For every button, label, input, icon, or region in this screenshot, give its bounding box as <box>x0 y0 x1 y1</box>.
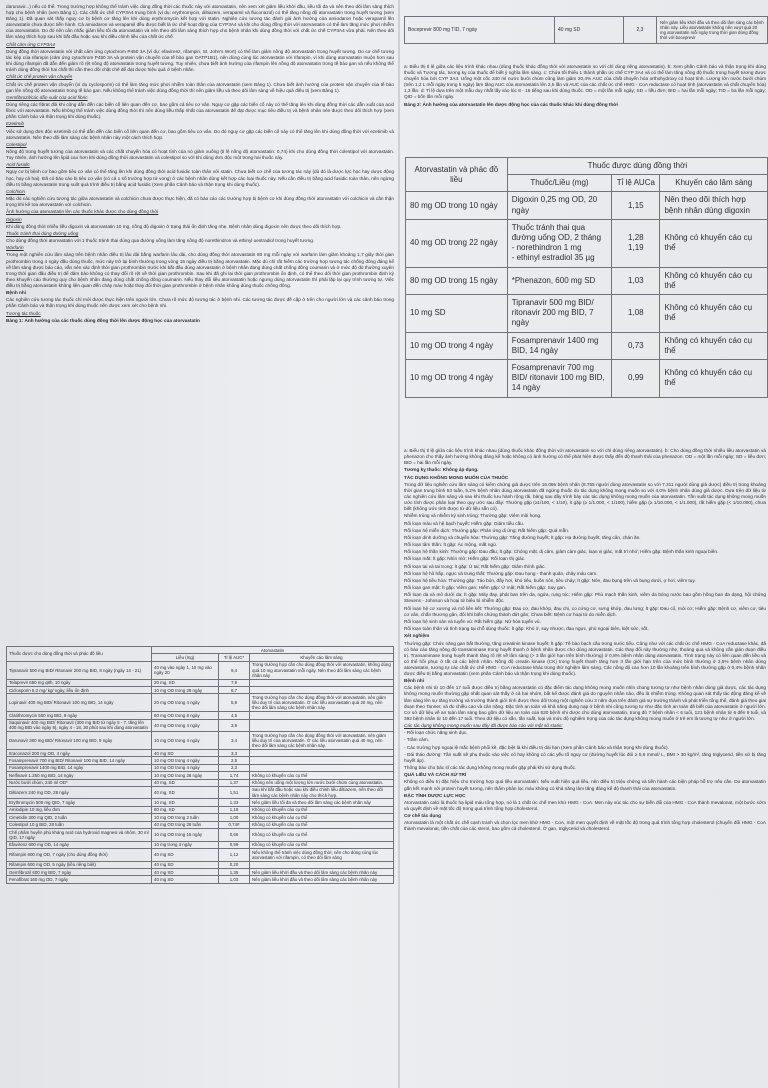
table2-cell-rec: Không có khuyến cáo cụ thể <box>660 267 768 294</box>
table1-cell-drug: Cimetidin 300 mg QID, 2 tuần <box>7 814 152 821</box>
table1-cell-rec <box>250 686 394 693</box>
table-1-continued <box>404 16 768 44</box>
table2-cell-rec: Không có khuyến cáo cụ thể <box>660 219 768 267</box>
table1-cell-rec: Không có khuyến cáo cụ thể <box>250 772 394 779</box>
fusidic-paragraph: Nguy cơ bị bệnh cơ bao gồm tiêu cơ vân có thể tăng lên khi dùng đồng thời acid fusidic toàn thân với statin. Chưa biết cơ chế của tương tác này (dù đó là dược lực học hay dược động học, hay cả hai). Đã có báo cáo bị tiêu cơ vân (có cả 1 số trường hợp tử vong) ở các bệnh nhân dùng kết hợp các loại thuốc này. Nếu cần điều trị bằng acid fusidic toàn thân, nên ngừng điều trị bằng atorvastatin trong suốt quá trình điều trị bằng acid fusidic (Xem phần Cảnh báo và thận trọng khi dùng thuốc). <box>6 169 394 187</box>
mechanism-paragraph: Atorvastatin là một chất ức chế cạnh tranh và chọn lọc men khử HMG - CoA, một men quyết định về mặt tốc độ trong quá trình tổng hợp cholesterol (chuyển đổi HMG - CoA thành mevalonat, tiền chất của các sterol, bao gồm cả cholesterol. Ở gan, triglycerid và cholesterol. <box>404 820 766 832</box>
table2-cell-ratio: 1,08 <box>612 295 660 333</box>
table1-cell-dose: 40 mg SD <box>152 869 219 876</box>
table1-cell-drug: Gemfibrozil 600 mg BID, 7 ngày <box>7 869 152 876</box>
table1-cell-rec: Nếu không thể tránh việc dùng đồng thời, nên cho dùng cùng lúc atorvastatin với rifampin, có theo dõi lâm sàng <box>250 849 394 862</box>
table1-cell-rec: Không có khuyến cáo cụ thể <box>250 814 394 821</box>
table1-cell-dose: 10 mg OD trong 15 ngày <box>152 829 219 842</box>
list-item: - Các trường hợp ngoại lệ mắc bệnh phổi kẽ, đặc biệt là khi điều trị dài hạn (Xem phần Cảnh báo và thận trọng khi dùng thuốc). <box>404 744 669 750</box>
table1-cell-drug: Chế phẩm huyền phù kháng acid của hydroxid magnesi và nhôm, 30 ml QID, 17 ngày <box>7 829 152 842</box>
list-item: Rối loạn hệ hô hấp, ngực và trung thất: Thường gặp: Đau họng - thanh quản, chảy máu cam. <box>404 570 598 576</box>
colestipol-paragraph: Nồng độ trong huyết tương của atorvastatin và các chất chuyển hóa có hoạt tính của nó giảm xuống (tỉ lệ nồng độ atorvastatin: 0,74) khi cho dùng đồng thời colestipol với atorvastatin. Tuy nhiên, ảnh hưởng lên lipid cao hơn khi dùng đồng thời atorvastatin và colestipol so với khi dùng đơn độc một trong hai thuốc này. <box>6 149 394 161</box>
table-row <box>7 712 394 719</box>
intro-paragraph: darunavir...) nếu có thể. Trong trường hợp không thể tránh việc dùng đồng thời các thuốc này với atorvastatin, nên xem xét giảm liều khởi đầu, liều tối đa và nên theo dõi lâm sàng thích hợp cho bệnh nhân (xem Bảng 1). Các chất ức chế CYP3A4 trung bình (ví dụ: erythromycin, diltiazem, verapamil và fluconazol) có thể tăng nồng độ atorvastatin trong huyết tương (xem Bảng 1). Đã quan sát thấy nguy cơ bị bệnh cơ tăng lên khi dùng erythromycin kết hợp với statin. Nghiên cứu tương tác đánh giá ảnh hưởng của amiodaron hoặc verapamil lên atorvastatin chưa được tiến hành. Cả amiodaron và verapamil đều được biết là ức chế hoạt động của CYP3A4 và khi cho dùng đồng thời với atorvastatin có thể làm tăng mức phơi nhiễm của atorvastatin. Do đó nên cân nhắc giảm liều tối đa atorvastatin và nên theo dõi lâm sàng thích hợp cho bệnh nhân khi dùng đồng thời với chất ức chế CYP3A4 vừa phải. Nên theo dõi lâm sàng thích hợp sau khi bắt đầu hoặc sau khi điều chỉnh liều của chất ức chế. <box>6 4 394 40</box>
table-row <box>405 17 768 44</box>
table1-cell-rec <box>250 764 394 771</box>
table1-cell-rec: Sau khi bắt đầu hoặc sau khi điều chỉnh liều diltiazem, nên theo dõi lâm sàng các bệnh nhân này cho thích hợp. <box>250 786 394 799</box>
table1-cell-dose: 40 mg SD <box>152 861 219 868</box>
list-item: Rối loạn dinh dưỡng và chuyển hóa: Thường gặp: Tăng đường huyết; Ít gặp: Hạ đường huyết, tăng cân, chán ăn. <box>404 534 641 540</box>
table-row <box>7 686 394 693</box>
table2-cell-drug: Tipranavir 500 mg BID/ ritonavir 200 mg BID, 7 ngày <box>507 295 611 333</box>
inducers-paragraph: Dùng đồng thời atorvastatin với chất cảm ứng cytochrom P450 3A (ví dụ: efavirenz, rifampin, St. John's Wort) có thể làm giảm nồng độ atorvastatin trong huyết tương. Do cơ chế tương tác kép của rifampin (cảm ứng cytochrom P450 3A và protein vận chuyển của tế bào gan OATP1B1), nên dùng cùng lúc atorvastatin với rifampin, vì khi dùng atorvastatin muộn hơn sau khi dùng rifampin đã dẫn đến giảm rõ rệt nồng độ atorvastatin trong huyết tương. Tuy nhiên, chưa biết ảnh hưởng của rifampin lên nồng độ atorvastatin trong tế bào gan và nếu không thể tránh dùng đồng thời hai chất thì cần theo dõi chặt chẽ để đạt được hiệu quả ở bệnh nhân. <box>6 48 394 73</box>
page-fold <box>398 0 400 1088</box>
table-row <box>7 821 394 828</box>
table1-cell-dose: 10 mg OD trong 4 ngày <box>152 764 219 771</box>
table-row <box>7 732 394 750</box>
table1-header-row <box>7 647 394 654</box>
table1-cell-drug: Rifampin 600 mg OD, 7 ngày (cho dùng đồng thời) <box>7 849 152 862</box>
table2-cell-drug: Fosamprenavir 700 mg BID/ ritonavir 100 mg BID, 14 ngày <box>507 360 611 398</box>
list-item: Rối loạn hệ sinh sản và tuyến vú: Rất hiếm gặp: Nữ hóa tuyến vú. <box>404 618 541 624</box>
colestipol-heading: Colestipol <box>6 141 27 147</box>
table-row <box>406 295 768 333</box>
table2-cell-atorva: 80 mg OD trong 15 ngày <box>406 267 508 294</box>
table1-cell-drug: Nelfinavir 1.250 mg BID, 14 ngày <box>7 772 152 779</box>
table1-cell-rec: Nên giảm liều khởi đầu và theo dõi lâm sàng các bệnh nhân này <box>250 869 394 876</box>
table1-cell-dose: 40 mg, SD <box>152 786 219 799</box>
left-column <box>6 4 394 642</box>
adverse-effects-list <box>404 513 766 632</box>
table2-group-header: Thuốc được dùng đồng thời <box>507 158 767 175</box>
contraceptive-paragraph: Cho dùng đồng thời atorvastatin với 1 thuốc tránh thai dùng qua đường uống làm tăng nồng độ norethindron và ethinyl oestradiol trong huyết tương. <box>6 238 315 244</box>
mechanism-heading: Cơ chế tác dụng <box>404 813 441 819</box>
pediatric-heading: Bệnh nhi <box>6 290 27 296</box>
table1-cell-ratio: 3,3 <box>219 749 250 756</box>
table1-col-ratio: Tỉ lệ AUC* <box>219 654 250 661</box>
boceprevir-drug: Boceprevir 800 mg TID, 7 ngày <box>405 17 555 44</box>
table2-header-row <box>406 158 768 175</box>
table-row <box>7 779 394 786</box>
list-item: Rối loạn gan mật: Ít gặp: Viêm gan; Hiếm gặp: Ứ mật; Rất hiếm gặp: Suy gan. <box>404 585 567 591</box>
report-text: Thông báo cho bác sĩ các tác dụng không mong muốn gặp phải khi sử dụng thuốc. <box>404 765 577 771</box>
list-item: - Trầm cảm. <box>404 737 430 743</box>
table1-cell-dose: 80 mg OD trong 8 ngày <box>152 712 219 719</box>
list-item: - Đái tháo đường: Tần suất sẽ phụ thuộc vào việc có hay không có các yếu tố nguy cơ (đường huyết lúc đói ≥ 5,6 mmol/ L, BMI > 30 kg/m², tăng triglycerid, tiền sử bị tăng huyết áp). <box>404 751 766 763</box>
gemfibrozil-heading: Gemfibrozil/các dẫn xuất của acid fibric <box>6 94 88 100</box>
pediatric-ae-heading: Bệnh nhi <box>404 678 425 684</box>
other-drugs-heading: Ảnh hưởng của atorvastatin lên các thuốc khác được cho dùng đồng thời <box>6 209 159 215</box>
table1-cell-dose: 40 mg, SD <box>152 779 219 786</box>
table1-col-rec: Khuyến cáo lâm sàng <box>250 654 394 661</box>
table1-cell-ratio: 1,18 <box>219 806 250 813</box>
table1-cell-rec <box>250 719 394 732</box>
table1-cell-rec: Trong trường hợp cần cho dùng đồng thời với atorvastatin, nên giảm liều duy trì của atorvastatin. Ở các liều atorvastatin quá 40 mg, nên theo dõi lâm sàng các bệnh nhân này. <box>250 732 394 750</box>
list-item: Rối loạn tâm thần: Ít gặp: Ác mộng, mất ngủ. <box>404 542 498 548</box>
table-row <box>7 814 394 821</box>
pharmacodynamics-heading: ĐẶC TÍNH DƯỢC LỰC HỌC <box>404 792 466 798</box>
table1-cell-drug: Fenofibrat 160 mg OD, 7 ngày <box>7 876 152 883</box>
table2-cell-atorva: 10 mg OD trong 4 ngày <box>406 332 508 359</box>
list-item: Rối loạn da và mô dưới da: Ít gặp: Mày đay, phát ban trên da, ngứa, rụng tóc; Hiếm gặp: Phù mạch thần kinh, viêm da bóng nước bao gồm hồng ban đa dạng, hội chứng Stevens - Johnson và hoại tử biểu bì nhiễm độc. <box>404 592 766 604</box>
table-row <box>7 764 394 771</box>
lab-heading: Xét nghiệm <box>404 633 430 639</box>
table1-cell-ratio: 1,03 <box>219 876 250 883</box>
table2-cell-atorva: 10 mg OD trong 4 ngày <box>406 360 508 398</box>
incompatibility-text: Tương kỵ thuốc: Không áp dụng. <box>404 467 479 473</box>
table-2 <box>405 157 768 398</box>
table-row <box>7 661 394 679</box>
table1-cell-drug: Telaprevir 650 mg q8h, 10 ngày <box>7 679 152 686</box>
list-item: Rối loạn tai và tai trong: Ít gặp: Ù tai; Rất hiếm gặp: Giảm thính giác. <box>404 563 546 569</box>
class-effects-heading: Các tác dụng không mong muốn sau đây đã được báo cáo với một số statin: <box>404 723 563 728</box>
adverse-effects-heading: TÁC DỤNG KHÔNG MONG MUỐN CỦA THUỐC <box>404 474 509 480</box>
table1-col-drug: Thuốc được cho dùng đồng thời và phác đồ liều <box>7 647 152 662</box>
table1-cell-ratio: 9,4 <box>219 661 250 679</box>
table-row <box>7 869 394 876</box>
table-row <box>7 757 394 764</box>
table2-cell-ratio: 0,73 <box>612 332 660 359</box>
table1-cell-drug: Efavirenz 600 mg OD, 14 ngày <box>7 841 152 848</box>
table1-cell-ratio: 3,9 <box>219 719 250 732</box>
table1-cell-dose: 40 mg OD trong 4 ngày <box>152 719 219 732</box>
table1-body <box>7 661 394 883</box>
table-row <box>406 192 768 219</box>
table2-col-drug: Thuốc/Liều (mg) <box>507 175 611 192</box>
ezetimib-paragraph: Việc sử dụng đơn độc ezetimib có thể dẫn đến các biến cố liên quan đến cơ, bao gồm tiêu cơ vân. Do đó nguy cơ gặp các biến cố này có thể tăng lên khi dùng đồng thời với ezetimib và atorvastatin. Nên theo dõi lâm sàng các bệnh nhân này một cách thích hợp. <box>6 128 394 140</box>
transport-paragraph: Chất ức chế protein vận chuyển (ví dụ cyclosporin) có thể làm tăng mức phơi nhiễm toàn thân của atorvastatin (xem Bảng 1). Chưa biết ảnh hưởng của protein vận chuyển của tế bào gan lên nồng độ atorvastatin trong tế bào gan. Nếu không thể tránh việc dùng đồng thời thì nên giảm liều và theo dõi lâm sàng về hiệu quả điều trị (xem Bảng 1). <box>6 81 394 93</box>
table1-cell-ratio: 1,51 <box>219 786 250 799</box>
table-row <box>7 849 394 862</box>
table1-cell-drug: Amlodipin 10 mg, liều đơn <box>7 806 152 813</box>
table1-cell-ratio: 1,33 <box>219 799 250 806</box>
table1-cell-dose: 80 mg, SD <box>152 806 219 813</box>
table-row <box>7 749 394 756</box>
table1-group-header: Atorvastatin <box>152 647 394 654</box>
table1-cell-drug: Darunavir 300 mg BID/ Ritonavir 100 mg BID, 9 ngày <box>7 732 152 750</box>
table1-cell-ratio: 1,37 <box>219 779 250 786</box>
pharmacodynamics-paragraph: Atorvastatin calci là thuốc hạ lipid máu tổng hợp, nó là 1 chất ức chế men khử HMG - CoA. Men này xúc tác cho sự biến đổi của HMG - CoA thành mevalonat, một bước sớm và quyết định về mặt tốc độ trong quá trình tổng hợp cholesterol. <box>404 799 766 811</box>
table2-body <box>406 192 768 397</box>
table-1 <box>6 646 394 884</box>
list-item: Nhiễm trùng và nhiễm ký sinh trùng: Thường gặp: Viêm mũi họng. <box>404 513 542 519</box>
table2-caption: Bảng 2: Ảnh hưởng của atorvastatin lên dược động học của các thuốc khác khi dùng đồng thời <box>404 101 618 107</box>
table1-cell-ratio: 5,9 <box>219 694 250 712</box>
table-row <box>7 719 394 732</box>
overdose-heading: QUÁ LIỀU VÀ CÁCH XỬ TRÍ <box>404 772 467 778</box>
table1-notes <box>404 64 766 152</box>
table1-cell-rec: Trong trường hợp cần cho dùng đồng thời với atorvastatin, không dùng quá 10 mg atorvastatin mỗi ngày. Nên theo dõi lâm sàng các bệnh nhân này <box>250 661 394 679</box>
table1-cell-ratio: 1,00 <box>219 814 250 821</box>
table1-cell-ratio: 2,3 <box>219 764 250 771</box>
table1-cell-drug: Clarithromycin 500 mg BID, 9 ngày <box>7 712 152 719</box>
table1-caption: Bảng 1: Ảnh hưởng của các thuốc dùng đồng thời lên dược động học của atorvastatin <box>6 317 200 323</box>
table1-cell-dose: 10 mg trong 3 ngày <box>152 841 219 848</box>
table-row <box>406 267 768 294</box>
table2-col-atorva: Atorvastatin và phác đồ liều <box>406 158 508 192</box>
digoxin-heading: Digoxin <box>6 216 22 222</box>
table1-cell-drug: Rifampin 600 mg OD, 5 ngày (liều riêng biệt) <box>7 861 152 868</box>
table2-cell-rec: Không có khuyến cáo cụ thể <box>660 295 768 333</box>
table1-cell-rec <box>250 861 394 868</box>
table1-cell-ratio: 8,7 <box>219 686 250 693</box>
table1-cell-ratio: 3,4 <box>219 732 250 750</box>
table1-cell-drug: Nước bưởi chùm, 240 ml OD* <box>7 779 152 786</box>
right-column <box>404 448 766 1086</box>
boceprevir-rec: Nên giảm liều khởi đầu và theo dõi lâm sàng các bệnh nhân này. Liều atorvastatin không nên vượt quá 20 mg atorvastatin mỗi ngày trong thời gian dùng đồng thời với boceprevir <box>657 17 768 44</box>
table2-cell-atorva: 80 mg OD trong 10 ngày <box>406 192 508 219</box>
table2-cell-rec: Không có khuyến cáo cụ thể <box>660 360 768 398</box>
table-row <box>7 786 394 799</box>
table-row <box>7 841 394 848</box>
table1-cell-rec <box>250 749 394 756</box>
table1-cell-drug: Tipranavir 500 mg BID/ Ritonavir 200 mg BID, 8 ngày (ngày 14 - 21) <box>7 661 152 679</box>
list-item: Rối loạn hệ tiêu hóa: Thường gặp: Táo bón, đầy hơi, khó tiêu, buồn nôn, tiêu chảy; Ít gặp: Nôn, đau bụng trên và bụng dưới, ợ hơi, viêm tụy. <box>404 578 696 583</box>
table1-cell-dose: 40 mg vào ngày 1, 10 mg vào ngày 20 <box>152 661 219 679</box>
list-item: Rối loạn hệ cơ xương và mô liên kết: Thường gặp: Đau cơ, đau khớp, đau chi, co cứng cơ, sưng khớp, đau lưng; Ít gặp: Đau cổ, mỏi cơ; Hiếm gặp: Bệnh cơ, viêm cơ, tiêu cơ vân, chấn thương gân, đôi khi biến chứng thành đứt gân; Chưa biết: Bệnh cơ hoại tử do miễn dịch. <box>404 605 766 617</box>
adverse-effects-paragraph: Trong dữ liệu nghiên cứu lâm sàng có kiểm chứng giả dược trên 16.066 bệnh nhân (8.755 người dùng atorvastatin so với 7.311 người dùng giả dược) điều trị trong khoảng thời gian trung bình 53 tuần, 5,2% bệnh nhân dùng atorvastatin đã ngừng thuốc do tác dụng không mong muốn so với 4,0% bệnh nhân dùng giả dược. Dựa trên dữ liệu từ các nghiên cứu lâm sàng và sau khi thuốc lưu hành rộng rãi, bảng sau đây trình bày các tác dụng không mong muốn của atorvastatin. Tần suất tác dụng không mong muốn ước tính được phân loại theo quy ước sau đây: Thường gặp (≥1/100, < 1/10), ít gặp (≥ 1/1.000, < 1/100), hiếm gặp (≥ 1/10.000, < 1/1.000), rất hiếm gặp (< 1/10.000), chưa biết (không ước tính được từ dữ liệu sẵn có). <box>404 481 766 512</box>
table1-cell-rec: Không có khuyến cáo cụ thể <box>250 841 394 848</box>
table-row <box>406 332 768 359</box>
overdose-paragraph: Không có điều trị đặc hiệu cho trường hợp quá liều atorvastatin. Nếu xuất hiện quá liều, nên điều trị triệu chứng và tiến hành các biện pháp hỗ trợ nếu cần. Do atorvastatin gắn kết mạnh với protein huyết tương, nên thẩm phân lọc máu không có khả năng làm tăng đáng kể độ thanh thải của atorvastatin. <box>404 779 766 791</box>
table1-cell-rec <box>250 712 394 719</box>
table1-cell-dose: 40 mg SD <box>152 876 219 883</box>
list-item: Rối loạn máu và hệ bạch huyết: Hiếm gặp: Giảm tiểu cầu. <box>404 520 525 526</box>
list-item: Rối loạn toàn thân và tình trạng tại chỗ dùng thuốc: Ít gặp: Khó ở, suy nhược, đau ngực, phù ngoại biên, kiệt sức, sốt. <box>404 626 649 632</box>
table1-cell-ratio: 1,35 <box>219 869 250 876</box>
table1-cell-rec <box>250 757 394 764</box>
table1-cell-rec: Không có khuyến cáo cụ thể <box>250 829 394 842</box>
table-row <box>7 679 394 686</box>
table2-footnotes: a: Biểu thị tỉ lệ giữa các liệu trình khác nhau (dùng thuốc khác đồng thời với atorvastatin so với chỉ dùng riêng atorvastatin). b: Cho dùng đồng thời nhiều liều atorvastatin và phenazon cho thấy ảnh hưởng không đáng kể hoặc không có ảnh hưởng có thể phát hiện được thấy đến độ thanh thải của phenazon. OD = một lần mỗi ngày; SD = liều đơn; BID = hai lần mỗi ngày. <box>404 448 766 466</box>
table1-cell-rec: Trong trường hợp cần cho dùng đồng thời với atorvastatin, nên giảm liều duy trì của atorvastatin. Ở các liều atorvastatin quá 20 mg, nên theo dõi lâm sàng các bệnh nhân này. <box>250 694 394 712</box>
transport-heading: Chất ức chế protein vận chuyển <box>6 74 73 80</box>
table2-cell-drug: *Phenazon, 600 mg SD <box>507 267 611 294</box>
table1-footnotes: a: Biểu thị tỉ lệ giữa các liệu trình khác nhau (dùng thuốc khác đồng thời với atorvastatin so với chỉ dùng riêng atorvastatin). b: Xem phần Cảnh báo và thận trọng khi dùng thuốc và Tương tác, tương kỵ của thuốc để biết ý nghĩa lâm sàng. c: Chứa tối thiểu 1 thành phần ức chế CYP 3A4 và có thể làm tăng nồng độ thuốc trong huyết tương được chuyển hóa bởi CYP 3A4. Uống một cốc 240 ml nước bưởi chùm cũng làm giảm 20,4% AUC của chất chuyển hóa orthohydroxy có hoạt tính. Lượng lớn nước bưởi chùm (trên 1,2 L mỗi ngày trong 5 ngày) làm tăng AUC của atorvastatin lên 2,5 lần và AUC của các chất ức chế HMG - CoA reductase có hoạt tính (atorvastatin và chất chuyển hóa) 1,3 lần. d: Tỉ lệ dựa trên một mẫu duy nhất lấy vào lúc 8 - 16 tiếng sau khi dùng thuốc. OD = một lần mỗi ngày; SD = liều đơn; BID = hai lần mỗi ngày; TID = ba lần mỗi ngày; QID = bốn lần mỗi ngày. <box>404 64 766 100</box>
class-effects-list <box>404 730 766 764</box>
table1-cell-ratio: 4,5 <box>219 712 250 719</box>
colchicin-paragraph: Mặc dù các nghiên cứu tương tác giữa atorvastatin và colchicin chưa được thực hiện, đã có báo cáo các trường hợp bị bệnh cơ khi dùng đồng thời atorvastatin với colchicin và cần thận trọng khi kê toa atorvastatin với colchicin. <box>6 196 394 208</box>
pediatric-ae-paragraph: Các bệnh nhi từ 10 đến 17 tuổi được điều trị bằng atorvastatin có đặc điểm tác dụng không mong muốn nhìn chung tương tự như bệnh nhân dùng giả dược, các tác dụng không mong muốn thường gặp nhất quan sát thấy ở cả hai nhóm, bất kể được đánh giá do nguyên nhân nào, đều là nhiễm trùng. Không quan sát thấy tác động đáng kể về lâm sàng lên sự tăng trưởng và trưởng thành giới tính được theo dõi trong một nghiên cứu 3 năm dựa trên đánh giá sự trưởng thành và phát triển tổng thể, đánh giá theo giai đoạn theo Tanner, và đo chiều cao và cân nặng. Đặc tính an toàn và khả năng dung nạp ở bệnh nhi cũng tương tự như đặc tính an toàn đã biết của atorvastatin ở người lớn. Cơ sở dữ liệu về an toàn lâm sàng bao gồm dữ liệu an toàn của 520 bệnh nhi được cho dùng atorvastatin, trong đó 7 bệnh nhân < 6 tuổi, 121 bệnh nhân từ 6 đến 9 tuổi, và 392 bệnh nhân từ 10 đến 17 tuổi. Theo dữ liệu có sẵn, tần suất, loại và mức độ nghiêm trọng của các tác dụng không mong muốn ở trẻ em là tương tự như ở người lớn. <box>404 685 766 721</box>
table2-col-rec: Khuyến cáo lâm sàng <box>660 175 768 192</box>
list-item: Rối loạn mắt: Ít gặp: Nhìn mờ; Hiếm gặp: Rối loạn thị giác. <box>404 556 526 562</box>
list-item: - Rối loạn chức năng sinh dục. <box>404 730 468 736</box>
table2-cell-ratio: 1,28 1,19 <box>612 219 660 267</box>
table1-cell-rec: Không có khuyến cáo cụ thể <box>250 821 394 828</box>
table2-col-ratio: Tỉ lệ AUCa <box>612 175 660 192</box>
table-row <box>7 806 394 813</box>
table2-cell-drug: Fosamprenavir 1400 mg BID, 14 ngày <box>507 332 611 359</box>
table1-cell-drug: Itraconazol 200 mg OD, 4 ngày <box>7 749 152 756</box>
table1-cell-drug: Diltiazem 240 mg OD, 28 ngày <box>7 786 152 799</box>
table2-cell-rec: Nên theo dõi thích hợp bệnh nhân dùng digoxin <box>660 192 768 219</box>
table1-cell-rec: Không có khuyến cáo cụ thể <box>250 806 394 813</box>
table2-cell-atorva: 10 mg SD <box>406 295 508 333</box>
table1-cell-ratio: 2,5 <box>219 757 250 764</box>
table2-cell-drug: Thuốc tránh thai qua đường uống OD, 2 tháng - norethindron 1 mg - ethinyl estradiol 35 µg <box>507 219 611 267</box>
table1-cell-rec: Nên giảm liều khởi đầu và theo dõi lâm sàng các bệnh nhân này <box>250 876 394 883</box>
pediatric-paragraph: Các nghiên cứu tương tác thuốc chỉ mới được thực hiện trên người lớn. Chưa rõ mức độ tương tác ở bệnh nhi. Các tương tác được đề cập ở trên cho người lớn và các cảnh báo trong phần Cảnh báo và thận trọng khi dùng thuốc nên được xem xét cho bệnh nhi. <box>6 297 394 309</box>
digoxin-paragraph: Khi dùng đồng thời nhiều liều digoxin và atorvastatin 10 mg, nồng độ digoxin ở trạng thái ổn định tăng nhẹ. Bệnh nhân dùng digoxin nên được theo dõi thích hợp. <box>6 223 342 229</box>
table2-cell-ratio: 1,03 <box>612 267 660 294</box>
table1-cell-drug: Fosamprenavir 1400 mg BID, 14 ngày <box>7 764 152 771</box>
table2-cell-ratio: 1,15 <box>612 192 660 219</box>
table1-cell-dose: 20 mg, SD <box>152 679 219 686</box>
table1-cell-dose: 40 mg SD <box>152 749 219 756</box>
inducers-heading: Chất cảm ứng CYP3A4 <box>6 41 55 47</box>
table2-cell-drug: Digoxin 0,25 mg OD, 20 ngày <box>507 192 611 219</box>
list-item: Rối loạn hệ miễn dịch: Thường gặp: Phản ứng dị ứng; Rất hiếm gặp: Quá mẫn. <box>404 527 570 533</box>
table1-cell-rec: Nên giảm liều tối đa và theo dõi lâm sàng các bệnh nhân này <box>250 799 394 806</box>
table1-cell-ratio: 0,66 <box>219 829 250 842</box>
lab-paragraph: Thường gặp: Chức năng gan bất thường, tăng creatinin kinase huyết; Ít gặp: Tế bào bạch cầu trong nước tiểu. Cũng như với các chất ức chế HMG - CoA reductase khác, đã có báo cáo tăng nồng độ transaminase trong huyết thanh ở bệnh nhân được cho dùng atorvastatin. Các thay đổi này thường nhẹ, thoáng qua và không cần gián đoạn điều trị. Transaminase trong huyết thanh tăng rõ rệt về lâm sàng (> 3 lần giới hạn trên bình thường) ở 0,8% bệnh nhân dùng atorvastatin. Tình trạng này có liên quan đến liều và có thể hồi phục ở tất cả các bệnh nhân. Nồng độ creatin kinase (CK) trong huyết thanh tăng hơn 3 lần giới hạn trên của mức bình thường ở 2,5% bệnh nhân dùng atorvastatin, tương tự các chất ức chế HMG - CoA reductase khác trong thử nghiệm lâm sàng. Các nồng độ cao hơn 10 lần khoảng trên bình thường gặp ở 0,4% bệnh nhân được điều trị bằng atorvastatin (xem phần Cảnh báo và thận trọng khi dùng thuốc). <box>404 640 766 676</box>
table1-cell-dose: 10 mg OD trong 4 ngày <box>152 732 219 750</box>
table-row <box>7 829 394 842</box>
table1-cell-drug: Erythromycin 500 mg QID, 7 ngày <box>7 799 152 806</box>
warfarin-heading: Warfarin <box>6 245 24 251</box>
table1-cell-dose: 10 mg OD trong 4 ngày <box>152 757 219 764</box>
table1-cell-ratio: 1,12 <box>219 849 250 862</box>
table1-cell-drug: Colestipol 10 g BID, 28 tuần <box>7 821 152 828</box>
table1-cell-ratio: 7,9 <box>219 679 250 686</box>
ezetimib-heading: Ezetimib <box>6 121 24 127</box>
interaction-heading: Tương tác thuốc <box>6 310 41 316</box>
list-item: Rối loạn hệ thần kinh: Thường gặp: Đau đầu; Ít gặp: Chóng mặt, dị cảm, giảm cảm giác, loạn vị giác, mất trí nhớ; Hiếm gặp: Bệnh thần kinh ngoại biên. <box>404 549 719 555</box>
table1-cell-ratio: 1,74 <box>219 772 250 779</box>
table1-cell-drug: Fosamprenavir 700 mg BID/ Ritonavir 100 mg BID, 14 ngày <box>7 757 152 764</box>
table1-cell-drug: Lopinavir 400 mg BID/ Ritonavir 100 mg BID, 14 ngày <box>7 694 152 712</box>
table1-cell-dose: 40 mg SD <box>152 849 219 862</box>
table1-cell-dose: 10 mg OD trong 28 ngày <box>152 772 219 779</box>
table1-col-dose: Liều (mg) <box>152 654 219 661</box>
table-row <box>7 861 394 868</box>
table1-cell-ratio: 0,20 <box>219 861 250 868</box>
gemfibrozil-paragraph: Dùng riêng các fibrat đôi khi cũng dẫn đến các biến cố liên quan đến cơ, bao gồm cả tiêu cơ vân. Nguy cơ gặp các biến cố này có thể tăng lên khi dùng đồng thời các dẫn xuất của acid fibric với atorvastatin. Nếu không thể tránh việc dùng đồng thời thì nên dùng liều thấp nhất của atorvastatin để đạt được mục tiêu điều trị và bệnh nhân nên được theo dõi thích hợp (xem phần Cảnh báo và thận trọng khi dùng thuốc). <box>6 101 394 120</box>
table1-cell-dose: 40 mg OD trong 28 tuần <box>152 821 219 828</box>
table1-cell-dose: 10 mg OD trong 28 ngày <box>152 686 219 693</box>
table1-cell-drug: Saquinavir 400 mg BID/ Ritonavir (300 mg BID từ ngày 5 - 7, tăng lên 400 mg BID vào ngày 8), ngày 4 - 18, 30 phút sau khi dùng atorvastatin <box>7 719 152 732</box>
table-row <box>7 876 394 883</box>
table1-cell-rec <box>250 679 394 686</box>
table-row <box>7 799 394 806</box>
table1-cell-rec: Không nên uống một lượng lớn nước bưởi chùm cùng atorvastatin. <box>250 779 394 786</box>
colchicin-heading: Colchicin <box>6 188 26 194</box>
boceprevir-ratio: 2,3 <box>624 17 657 44</box>
table-row <box>406 219 768 267</box>
table-row <box>406 360 768 398</box>
table1-cell-drug: Ciclosporin 5,2 mg/ kg/ ngày, liều ổn định <box>7 686 152 693</box>
table-row <box>7 772 394 779</box>
table1-cell-dose: 10 mg, SD <box>152 799 219 806</box>
warfarin-paragraph: Trong một nghiên cứu lâm sàng trên bệnh nhân điều trị lâu dài bằng warfarin lâu dài, cho dùng đồng thời atorvastatin 80 mg mỗi ngày với warfarin làm giảm khoảng 1,7 giây thời gian prothrombin trong 4 ngày đầu dùng thuốc, mức này trở lại bình thường trong vòng 15 ngày điều trị bằng atorvastatin. Mặc dù chỉ rất hiếm các trường hợp tương tác chống đông đáng kể về lâm sàng được báo cáo, vẫn nên xác định thời gian prothrombin trước khi bắt đầu dùng atorvastatin ở bệnh nhân đang dùng chất chống đông coumarin và ở mức độ đủ thường xuyên trong thời gian đầu điều trị để đảm bảo không có thay đổi rõ rệt về thời gian prothrombin. Sau khi đã ghi lại thời gian prothrombin ổn định, có thể theo dõi thời gian prothrombin định kỳ theo khuyến cáo thường quy cho bệnh nhân đang dùng chất chống đông coumarin. Nếu thay đổi liều atorvastatin hoặc ngưng dùng atorvastatin thì phải lặp lại quy trình tương tự. Việc điều trị bằng atorvastatin không liên quan đến chảy máu hoặc thay đổi thời gian prothrombin ở bệnh nhân không dùng thuốc chống đông. <box>6 252 394 288</box>
table2-cell-rec: Không có khuyến cáo cụ thể <box>660 332 768 359</box>
boceprevir-dose: 40 mg SD <box>555 17 624 44</box>
table2-cell-atorva: 40 mg OD trong 22 ngày <box>406 219 508 267</box>
table-row <box>7 694 394 712</box>
table2-cell-ratio: 0,99 <box>612 360 660 398</box>
table1-cell-ratio: 0,59 <box>219 841 250 848</box>
table1-cell-ratio: 0,74# <box>219 821 250 828</box>
contraceptive-heading: Thuốc tránh thai dùng đường uống <box>6 230 79 236</box>
table1-cell-dose: 20 mg OD trong 4 ngày <box>152 694 219 712</box>
table1-cell-dose: 10 mg OD trong 2 tuần <box>152 814 219 821</box>
fusidic-heading: Acid fusidic <box>6 162 30 168</box>
